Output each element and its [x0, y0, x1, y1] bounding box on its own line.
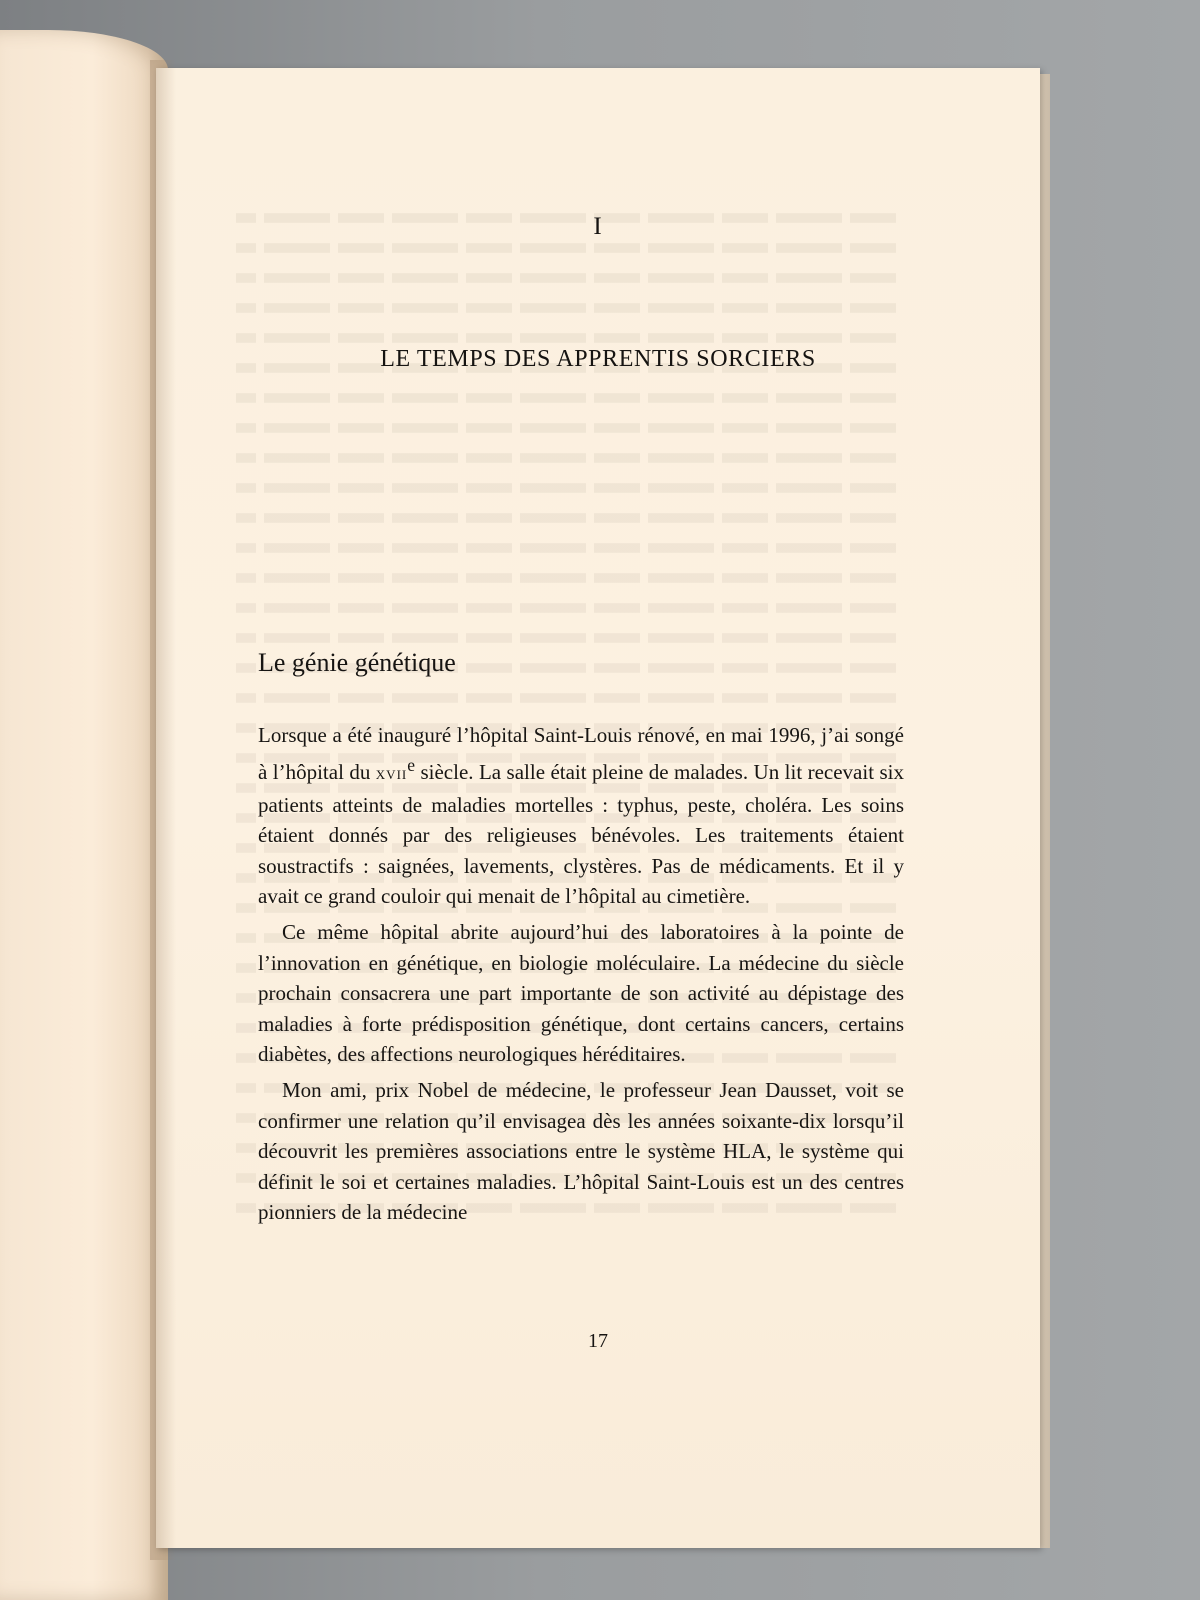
paragraph-2: Ce même hôpital abrite aujourd’hui des laboratoires à la pointe de l’innovation en génétique, en biologie moléculaire. La médecine du siècle prochain consacrera une part importante de son activité au dépistage des maladies à forte prédisposition génétique, dont certains cancers, certains diabètes, des affections neurologiques héréditaires. [258, 920, 904, 1067]
left-page-edge [0, 30, 168, 1600]
page-number: 17 [588, 1330, 608, 1352]
section-heading: Le génie génétique [258, 648, 456, 677]
paragraph-1-end: siècle. La salle était pleine de malades. Un lit recevait six patients atteints de maladies mortelles : typhus, peste, choléra. Les soins étaient donnés par des religieuses bénévoles. Les traitements étaient soustractifs : saignées, lavements, clystères. Pas de médicaments. Et il y avait ce grand couloir qui menait de l’hôpital au cimetière. [258, 760, 904, 909]
book-page [156, 68, 1040, 1548]
paragraph-3: Mon ami, prix Nobel de médecine, le professeur Jean Dausset, voit se confirmer une relation qu’il envisagea dès les années soixante-dix lorsqu’il découvrit les premières associations entre le système HLA, le système qui définit le soi et certaines maladies. L’hôpital Saint-Louis est un des centres pionniers de la médecine [258, 1078, 904, 1225]
book-gutter-shadow [150, 60, 176, 1560]
chapter-title: LE TEMPS DES APPRENTIS SORCIERS [380, 346, 816, 372]
century-numeral: xvii [375, 763, 408, 785]
body-text [258, 720, 904, 1234]
chapter-number: I [593, 213, 603, 240]
paragraph-1 [258, 720, 904, 911]
century-superscript: e [407, 755, 416, 776]
paragraph-1-start: Lorsque a été inauguré l’hôpital Saint-Louis rénové, en mai 1996, j’ai songé à l’hôpital du [258, 723, 904, 785]
